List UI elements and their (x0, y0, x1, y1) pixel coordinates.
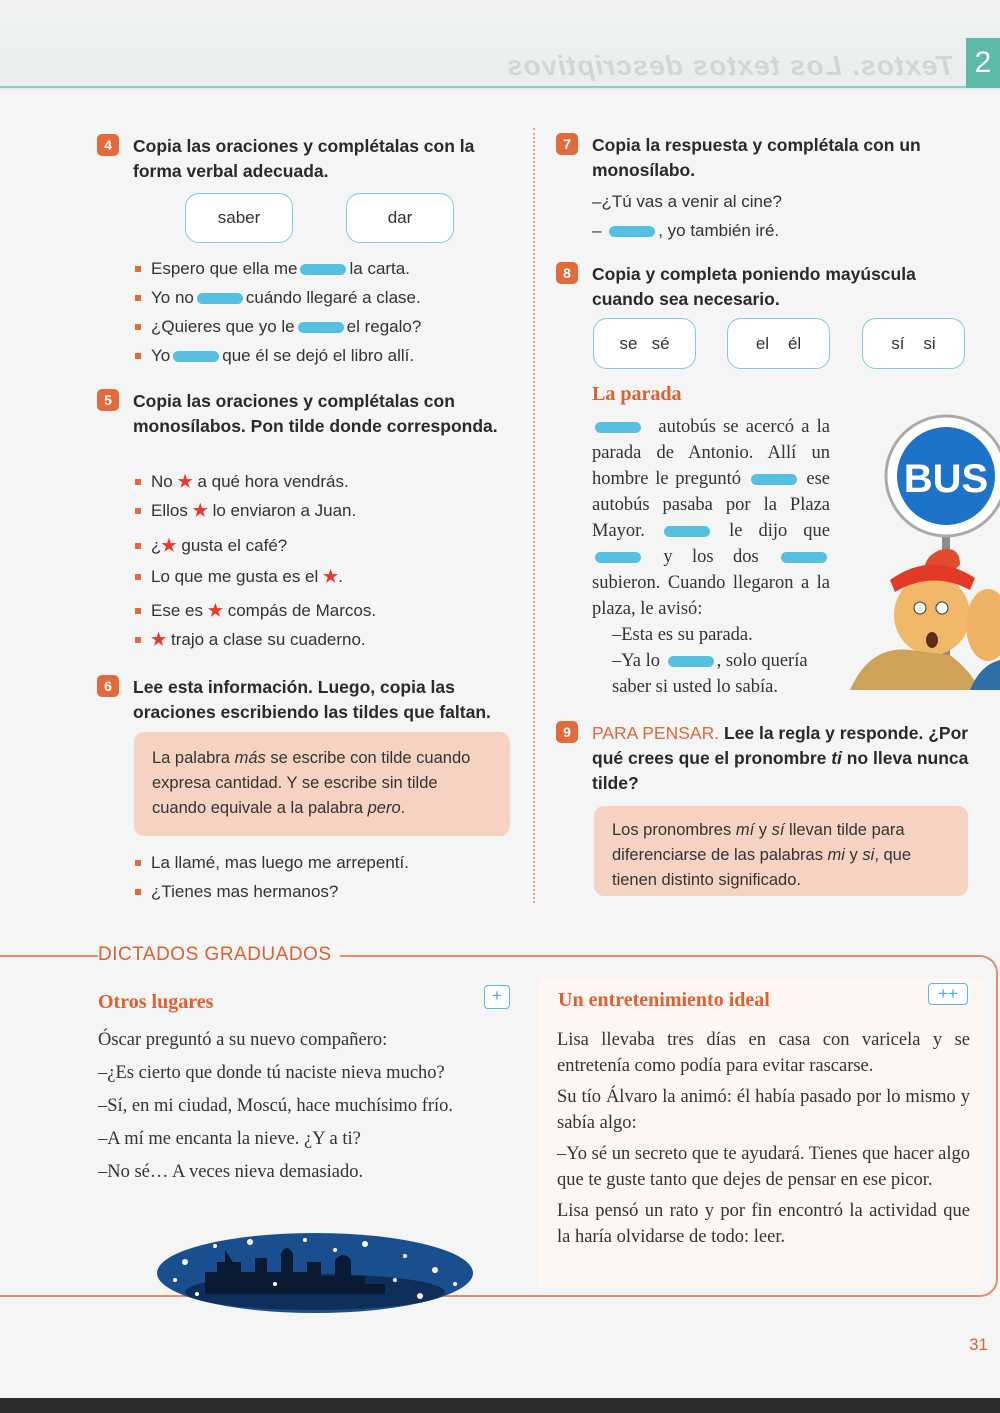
blank-marker (298, 322, 344, 333)
exercise-number: 8 (556, 262, 578, 284)
list-item: ¿★ gusta el café? (133, 531, 517, 560)
exercise-instruction: Copia las oraciones y complétalas con monosílabos. Pon tilde donde corresponda. (133, 391, 498, 436)
header-title: Textos. Los textos descriptivos (506, 50, 955, 81)
star-marker: ★ (192, 501, 208, 520)
exercise-number: 4 (97, 134, 119, 156)
blank-marker (664, 526, 710, 537)
exercise-4 (97, 134, 517, 184)
woman-shirt (970, 660, 1000, 690)
story-text: autobús se acercó a la parada de Antonio. Allí un hombre le preguntó ese autobús pasaba por la Plaza Mayor. le dijo que y los dos subieron. Cuando llegaron a la plaza, le avisó: (592, 417, 831, 619)
column-divider (533, 128, 535, 903)
word-box-si: sí si (862, 318, 965, 369)
blank-marker (595, 422, 641, 433)
list-item: ★ trajo a clase su cuaderno. (133, 625, 517, 654)
exercise-number: 9 (556, 721, 578, 743)
list-item: La llamé, mas luego me arrepentí. (133, 848, 517, 877)
blank-marker (197, 293, 243, 304)
exercise-number: 7 (556, 133, 578, 155)
list-item: No ★ a qué hora vendrás. (133, 467, 517, 496)
dictado-line: –No sé… A veces nieva demasiado. (98, 1162, 364, 1182)
list-item: ¿Quieres que yo le el regalo? (133, 312, 517, 341)
snowy-city-illustration (155, 1232, 475, 1314)
list-item: ¿Tienes mas hermanos? (133, 877, 517, 906)
level-double-plus-icon: ++ (928, 983, 968, 1005)
blank-marker (781, 552, 827, 563)
info-box: La palabra más se escribe con tilde cuando expresa cantidad. Y se escribe sin tilde cuando equivale a la palabra pero. (134, 732, 510, 836)
dictado-paragraph: Lisa llevaba tres días en casa con varicela y se entretenía como podía para evitar rascarse. (557, 1030, 970, 1076)
blank-marker (595, 552, 641, 563)
exercise-instruction: PARA PENSAR. Lee la regla y responde. ¿Por qué crees que el pronombre ti no lleva nunca tilde? (592, 723, 969, 793)
exercise-8 (556, 262, 976, 312)
scan-edge (0, 1398, 1000, 1413)
exercise-5 (97, 389, 517, 439)
exercise-instruction: Copia la respuesta y complétala con un monosílabo. (592, 135, 921, 180)
dialogue-line: –¿Tú vas a venir al cine? (592, 192, 782, 211)
dictado-paragraph: Lisa pensó un rato y por fin encontró la actividad que la haría olvidarse de todo: leer. (557, 1201, 970, 1247)
exercise-instruction: Copia las oraciones y complétalas con la forma verbal adecuada. (133, 136, 475, 181)
rule-box: Los pronombres mí y sí llevan tilde para diferenciarse de las palabras mi y si, que tienen distinto significado. (594, 806, 968, 896)
blank-marker (173, 351, 219, 362)
word-box-el: el él (727, 318, 830, 369)
star-marker: ★ (207, 601, 223, 620)
blank-marker (609, 226, 655, 237)
word-box-saber: saber (185, 193, 293, 243)
dictado-right-title: Un entretenimiento ideal (558, 989, 770, 1011)
sign-text: BUS (903, 457, 989, 501)
exercise-7-dialogue (592, 187, 782, 245)
level-plus-icon: + (484, 985, 510, 1009)
star-marker: ★ (151, 630, 167, 649)
word-box-se: se sé (593, 318, 696, 369)
list-item: Yo no cuándo llegaré a clase. (133, 283, 517, 312)
exercise-4-list (97, 254, 517, 370)
blank-marker (300, 264, 346, 275)
exercise-6-list (97, 848, 517, 906)
list-item: Ellos ★ lo enviaron a Juan. (133, 496, 517, 525)
exercise-5-list (97, 467, 517, 654)
unit-tab: 2 (966, 38, 1000, 88)
story-line: –Ya lo , solo quería saber si usted lo sabía. (612, 651, 808, 697)
page-number: 31 (969, 1335, 988, 1354)
dialogue-line: – , yo también iré. (592, 221, 780, 240)
blank-marker (668, 656, 714, 667)
list-item: Lo que me gusta es el ★. (133, 562, 517, 591)
story-dialogue (592, 622, 832, 700)
dictado-line: –¿Es cierto que donde tú naciste nieva mucho? (98, 1063, 445, 1083)
exercise-number: 6 (97, 675, 119, 697)
exercise-7 (556, 133, 976, 183)
exercise-instruction: Copia y completa poniendo mayúscula cuando sea necesario. (592, 264, 916, 309)
story-line: –Esta es su parada. (612, 625, 753, 645)
man-eye (914, 602, 926, 614)
man-eye (936, 602, 948, 614)
dictado-line: –Sí, en mi ciudad, Moscú, hace muchísimo frío. (98, 1096, 454, 1116)
star-marker: ★ (177, 472, 193, 491)
dictado-line: Óscar preguntó a su nuevo compañero: (98, 1030, 388, 1050)
dictado-right-text (557, 1027, 970, 1250)
bus-stop-illustration (840, 410, 1000, 690)
blank-marker (751, 474, 797, 485)
list-item: Ese es ★ compás de Marcos. (133, 596, 517, 625)
woman-face (966, 589, 1000, 661)
dictado-left-text (98, 1027, 510, 1185)
header-rule (0, 86, 968, 88)
dictados-label: DICTADOS GRADUADOS (98, 944, 340, 966)
man-shirt (850, 650, 980, 691)
list-item: Espero que ella me la carta. (133, 254, 517, 283)
word-box-dar: dar (346, 193, 454, 243)
man-mouth (926, 632, 938, 648)
dictado-line: –A mí me encanta la nieve. ¿Y a ti? (98, 1129, 361, 1149)
star-marker: ★ (161, 536, 177, 555)
exercise-instruction: Lee esta información. Luego, copia las oraciones escribiendo las tildes que faltan. (133, 677, 491, 722)
story-title: La parada (592, 383, 682, 405)
exercise-9 (556, 721, 976, 796)
dictado-paragraph: –Yo sé un secreto que te ayudará. Tienes que hacer algo que te guste tanto que dejes de pensar en ese picor. (557, 1144, 970, 1190)
dictado-paragraph: Su tío Álvaro la animó: él había pasado por lo mismo y sabía algo: (557, 1087, 970, 1133)
exercise-6 (97, 675, 527, 725)
dictado-left-title: Otros lugares (98, 991, 214, 1013)
list-item: Yo que él se dejó el libro allí. (133, 341, 517, 370)
star-marker: ★ (323, 567, 339, 586)
exercise-number: 5 (97, 389, 119, 411)
